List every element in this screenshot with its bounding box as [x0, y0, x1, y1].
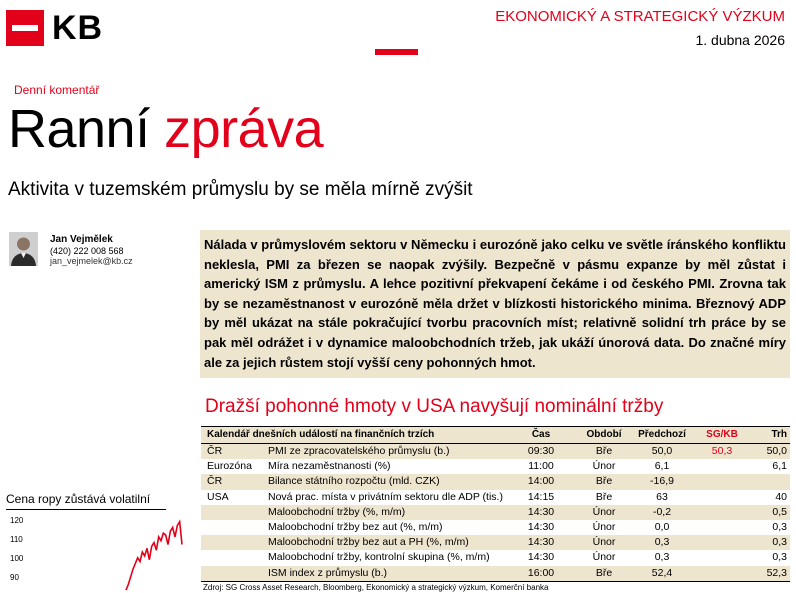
kb-logo-mark — [6, 10, 44, 46]
header-event: Kalendář dnešních událostí na finančních trzích — [207, 429, 435, 440]
row-previous: -0,2 — [652, 505, 672, 518]
oil-price-line — [126, 522, 182, 590]
row-period: Únor — [592, 505, 616, 518]
row-time: 09:30 — [527, 445, 555, 457]
row-period: Únor — [592, 551, 616, 564]
header-previous: Předchozí — [638, 429, 686, 440]
table-row — [201, 474, 790, 489]
title-main: Ranní — [8, 99, 150, 159]
report-subtitle: Aktivita v tuzemském průmyslu by se měla mírně zvýšit — [8, 179, 473, 200]
header-market: Trh — [771, 429, 787, 440]
row-event: Maloobchodní tržby, kontrolní skupina (%, m/m) — [268, 551, 490, 564]
title-accent: zpráva — [164, 99, 324, 159]
author-email[interactable]: jan_vejmelek@kb.cz — [50, 256, 133, 266]
row-market: 0,3 — [772, 551, 787, 564]
y-tick-label: 120 — [10, 515, 24, 525]
report-date: 1. dubna 2026 — [695, 32, 785, 48]
events-calendar — [201, 426, 790, 593]
y-tick-label: 110 — [10, 534, 23, 544]
row-period: Únor — [592, 460, 616, 473]
row-event: Maloobchodní tržby bez aut (%, m/m) — [268, 520, 443, 533]
header-period: Období — [586, 429, 622, 440]
table-row — [201, 566, 790, 581]
row-time: 11:00 — [528, 460, 554, 473]
row-time: 14:30 — [527, 536, 555, 549]
kb-logo-text: KB — [52, 9, 104, 47]
row-country: USA — [207, 490, 229, 503]
table-row — [201, 535, 790, 550]
row-period: Únor — [592, 520, 616, 533]
row-previous: 52,4 — [651, 566, 673, 579]
row-event: Maloobchodní tržby bez aut a PH (%, m/m) — [268, 536, 469, 549]
department-name: EKONOMICKÝ A STRATEGICKÝ VÝZKUM — [495, 8, 785, 25]
row-market: 6,1 — [772, 460, 787, 473]
row-market: 0,3 — [772, 520, 787, 533]
row-previous: 0,3 — [654, 551, 670, 564]
row-event: Míra nezaměstnanosti (%) — [268, 460, 391, 473]
chart-title-rule — [6, 509, 166, 510]
row-market: 0,5 — [772, 505, 787, 518]
row-time: 14:30 — [527, 505, 555, 518]
y-tick-label: 90 — [10, 572, 19, 582]
row-event: ISM index z průmyslu (b.) — [268, 566, 388, 579]
row-period: Bře — [595, 445, 613, 457]
table-row — [201, 459, 790, 474]
row-time: 16:00 — [527, 566, 555, 579]
author-phone: (420) 222 008 568 — [50, 246, 124, 256]
table-row — [201, 505, 790, 520]
table-row — [201, 444, 790, 459]
row-period: Bře — [595, 490, 613, 503]
table-row — [201, 490, 790, 505]
author-name: Jan Vejmělek — [50, 234, 113, 245]
author-avatar — [9, 232, 38, 266]
row-market: 52,3 — [766, 566, 787, 579]
row-country: ČR — [207, 475, 223, 488]
row-country: Eurozóna — [207, 460, 252, 473]
row-previous: 50,0 — [651, 445, 673, 457]
row-market: 50,0 — [766, 445, 787, 457]
row-period: Bře — [595, 475, 613, 488]
calendar-source: Zdroj: SG Cross Asset Research, Bloomberg, Ekonomický a strategický výzkum, Komerční banka — [201, 581, 790, 593]
table-row — [201, 550, 790, 565]
row-event: Nová prac. místa v privátním sektoru dle ADP (tis.) — [268, 490, 503, 503]
report-kicker: Denní komentář — [14, 83, 100, 97]
row-previous: 6,1 — [654, 460, 670, 473]
row-previous: 0,0 — [654, 520, 670, 533]
calendar-header — [201, 426, 790, 444]
row-time: 14:30 — [527, 520, 555, 533]
report-title — [8, 96, 323, 162]
header-sgkb: SG/KB — [706, 429, 738, 440]
row-country: ČR — [207, 445, 223, 457]
chart-title: Cena ropy zůstává volatilní — [6, 492, 151, 506]
row-event: Maloobchodní tržby (%, m/m) — [268, 505, 406, 518]
row-market: 0,3 — [772, 536, 787, 549]
row-previous: 0,3 — [654, 536, 670, 549]
y-tick-label: 100 — [10, 553, 24, 563]
row-time: 14:30 — [527, 551, 555, 564]
row-market: 40 — [775, 490, 787, 503]
row-period: Únor — [592, 536, 616, 549]
header-accent-tab — [375, 49, 418, 55]
row-previous: 63 — [656, 490, 668, 503]
table-row — [201, 520, 790, 535]
row-time: 14:15 — [527, 490, 555, 503]
row-event: PMI ze zpracovatelského průmyslu (b.) — [268, 445, 450, 457]
row-sgkb: 50,3 — [711, 445, 733, 457]
row-time: 14:00 — [527, 475, 555, 488]
oil-price-chart — [6, 512, 186, 593]
summary-box: Nálada v průmyslovém sektoru v Německu i eurozóně jako celku ve světle íránského konfliktu neklesla, PMI za březen se naopak zvýšily. Bezpečně v pásmu expanze by měl zůstat i americký ISM z průmyslu. A lehce pozitivní překvapení čekáme i od českého PMI. Zrovna tak by se nezaměstnanost v eurozóně měla držet v blízkosti historického minima. Březnový ADP by měl ukázat na stále pokračující tvorbu pracovních míst; relativně solidní trh práce by se pak měl odrážet i v dynamice maloobchodních tržeb, jak ukáží únorová data. Do značné míry ale za jejich růstem stojí vyšší ceny pohonných hmot. — [200, 230, 790, 378]
row-previous: -16,9 — [650, 475, 674, 488]
calendar-body — [201, 444, 790, 581]
header-time: Čas — [531, 429, 551, 440]
section-title: Dražší pohonné hmoty v USA navyšují nominální tržby — [205, 396, 664, 417]
row-period: Bře — [595, 566, 613, 579]
row-event: Bilance státního rozpočtu (mld. CZK) — [268, 475, 440, 488]
